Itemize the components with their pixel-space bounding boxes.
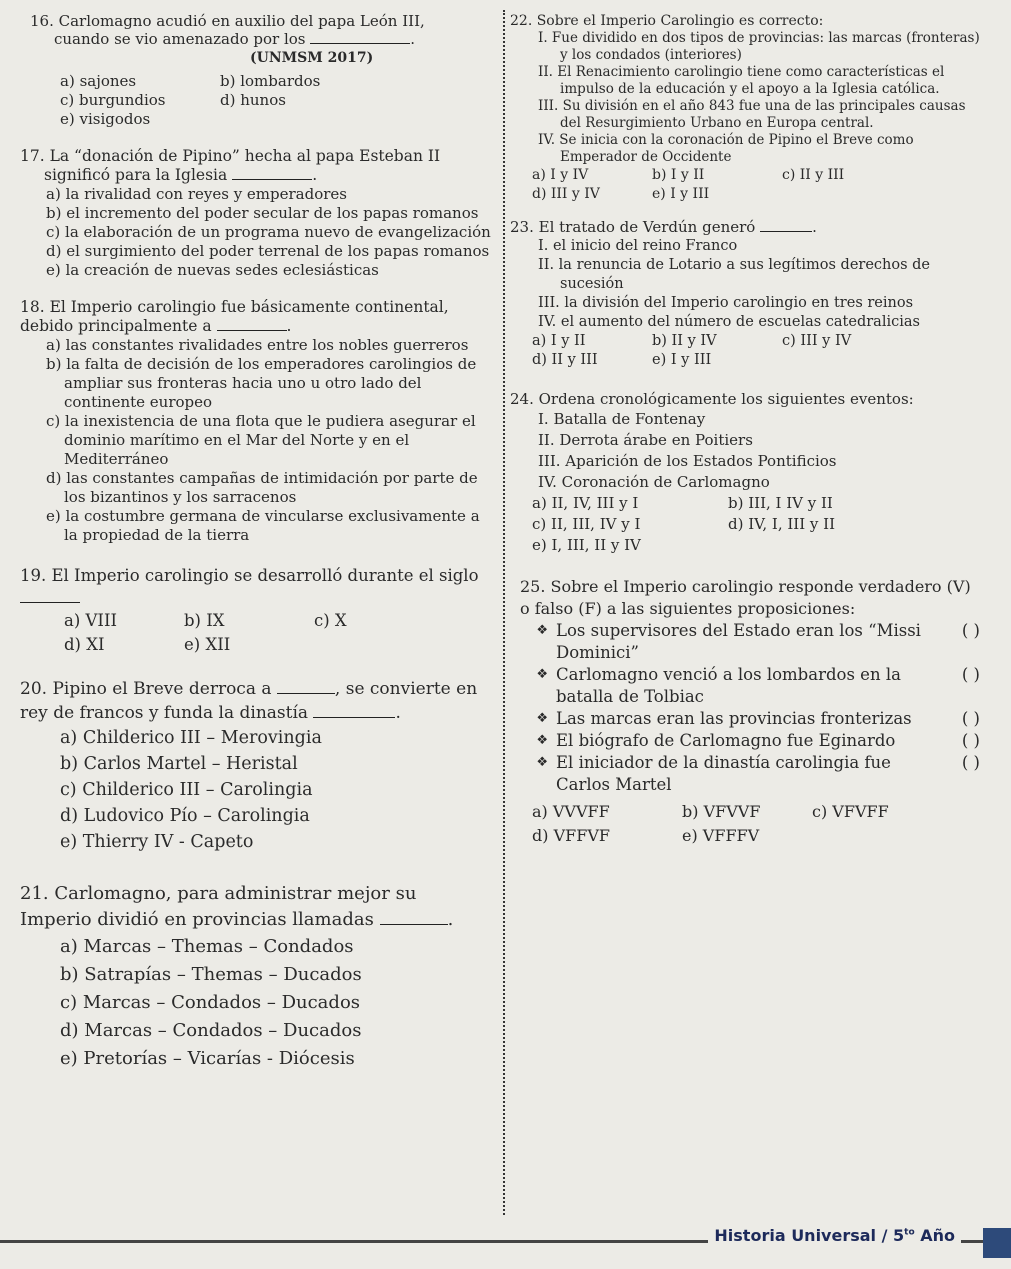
q17-options [20,185,492,280]
q16-stem-end: . [410,30,416,48]
q17-stem-b: significó para la Iglesia [44,166,228,184]
q23-statement-3: III. la división del Imperio carolingio en tres reinos [538,295,914,311]
question-22 [510,12,980,204]
q21-options [20,933,492,1073]
q20-option-a[interactable]: a) Childerico III – Merovingia [60,728,322,748]
q16-blank [310,43,410,44]
q22-statement-3: III. Su división en el año 843 fue una de las principales causas del Resurgimiento Urbano en Europa central. [538,98,966,131]
footer-label [708,1226,961,1245]
q20-blank-1 [277,693,335,694]
q22-stem: 22. Sobre el Imperio Carolingio es correcto: [510,13,824,29]
q25-item-2 [520,664,980,708]
q23-statements [510,237,980,332]
q16-stem-b: cuando se vio amenazado por los [54,30,306,48]
q18-blank [217,330,287,331]
q16-options [20,72,492,129]
q23-statement-4: IV. el aumento del número de escuelas catedralicias [538,314,920,330]
q21-blank [380,924,448,925]
q16-source: (UNMSM 2017) [250,50,374,66]
q22-option-e[interactable]: e) I y III [652,186,710,202]
q21-option-a[interactable]: a) Marcas – Themas – Condados [60,936,354,957]
q23-statement-1: I. el inicio del reino Franco [538,238,738,254]
q24-statement-2: II. Derrota árabe en Poitiers [538,431,753,449]
q17-option-a[interactable]: a) la rivalidad con reyes y emperadores [46,185,348,203]
question-23 [510,218,980,370]
q16-option-e[interactable]: e) visigodos [60,110,151,128]
diamond-bullet-icon: ❖ [536,623,548,638]
q25-option-b[interactable]: b) VFVVF [682,802,761,821]
footer-subject: Historia Universal / 5 [714,1226,905,1245]
q22-statements [510,30,980,166]
q18-stem-end: . [286,317,292,335]
question-25 [510,576,980,848]
q23-options [510,332,980,370]
q25-item-text: Carlomagno venció a los lombardos en la batalla de Tolbiac [556,665,901,706]
q18-option-e[interactable]: e) la costumbre germana de vincularse exclusivamente a la propiedad de la tierra [46,507,480,544]
q25-item-4 [520,730,980,752]
q20-stem-end: . [395,703,401,723]
column-divider [503,10,505,1215]
answer-blank[interactable]: ( ) [961,621,980,640]
q24-statement-1: I. Batalla de Fontenay [538,410,706,428]
answer-blank[interactable]: ( ) [961,753,980,772]
q25-item-3 [520,708,980,730]
question-16 [20,12,492,129]
q22-statement-1: I. Fue dividido en dos tipos de provincias: las marcas (fronteras) y los condados (interiores) [538,30,980,63]
q17-option-e[interactable]: e) la creación de nuevas sedes eclesiásticas [46,261,379,279]
q25-item-text: El biógrafo de Carlomagno fue Eginardo [556,731,896,750]
q23-option-b[interactable]: b) II y IV [652,333,717,349]
q24-option-e[interactable]: e) I, III, II y IV [532,536,641,554]
q18-options [20,336,492,545]
q20-stem-a: 20. Pipino el Breve derroca a [20,679,272,699]
q24-options [510,493,980,556]
q21-stem-a: 21. Carlomagno, para administrar mejor su Imperio dividió en provincias llamadas [20,883,417,930]
q16-option-b[interactable]: b) lombardos [220,72,321,90]
q22-option-d[interactable]: d) III y IV [532,186,600,202]
q22-statement-4: IV. Se inicia con la coronación de Pipino el Breve como Emperador de Occidente [538,132,914,165]
q20-option-e[interactable]: e) Thierry IV - Capeto [60,832,254,852]
q16-option-c[interactable]: c) burgundios [60,91,166,109]
q20-option-d[interactable]: d) Ludovico Pío – Carolingia [60,806,310,826]
q25-options [510,800,980,848]
q19-options [20,609,492,657]
q17-option-d[interactable]: d) el surgimiento del poder terrenal de los papas romanos [46,242,490,260]
q23-option-d[interactable]: d) II y III [532,352,598,368]
q22-statement-2: II. El Renacimiento carolingio tiene como características el impulso de la educación y el apoyo a la Iglesia católica. [538,64,945,97]
answer-blank[interactable]: ( ) [961,665,980,684]
diamond-bullet-icon: ❖ [536,667,548,682]
q19-option-e[interactable]: e) XII [184,635,231,654]
q25-items [510,620,980,796]
q18-stem-a: 18. El Imperio carolingio fue básicamente continental, debido principalmente a [20,298,449,335]
q17-stem-a: 17. La “donación de Pipino” hecha al papa Esteban II [20,147,441,165]
q23-blank [760,231,812,232]
q23-stem-end: . [812,218,817,236]
q19-option-a[interactable]: a) VIII [64,611,117,630]
q25-item-1 [520,620,980,664]
q16-stem-a: 16. Carlomagno acudió en auxilio del papa León III, [30,12,425,30]
q25-item-text: Las marcas eran las provincias fronterizas [556,709,912,728]
q19-option-b[interactable]: b) IX [184,611,225,630]
q23-option-e[interactable]: e) I y III [652,352,712,368]
q25-item-text: Los supervisores del Estado eran los “Missi Dominici” [556,621,921,662]
q21-option-c[interactable]: c) Marcas – Condados – Ducados [60,992,361,1013]
q17-option-c[interactable]: c) la elaboración de un programa nuevo de evangelización [46,223,491,241]
q24-statement-3: III. Aparición de los Estados Pontificios [538,452,837,470]
q21-option-d[interactable]: d) Marcas – Condados – Ducados [60,1020,362,1041]
q20-stem-b: , se convierte en rey de francos y funda la dinastía [20,679,478,723]
q24-stem: 24. Ordena cronológicamente los siguientes eventos: [510,390,914,408]
q22-option-b[interactable]: b) I y II [652,167,705,183]
q23-option-c[interactable]: c) III y IV [782,333,852,349]
q20-option-c[interactable]: c) Childerico III – Carolingia [60,780,313,800]
diamond-bullet-icon: ❖ [536,711,548,726]
q18-option-d[interactable]: d) las constantes campañas de intimidación por parte de los bizantinos y los sarracenos [46,469,478,506]
q25-stem: 25. Sobre el Imperio carolingio responde verdadero (V) o falso (F) a las siguientes proposiciones: [520,577,971,618]
answer-blank[interactable]: ( ) [961,709,980,728]
q23-stem-a: 23. El tratado de Verdún generó [510,218,756,236]
answer-blank[interactable]: ( ) [961,731,980,750]
q25-option-c[interactable]: c) VFVFF [812,802,889,821]
q20-options [20,725,492,855]
q22-option-c[interactable]: c) II y III [782,167,845,183]
question-19 [20,565,492,657]
q23-statement-2: II. la renuncia de Lotario a sus legítimos derechos de sucesión [538,257,931,292]
q18-option-c[interactable]: c) la inexistencia de una flota que le pudiera asegurar el dominio marítimo en el Mar del Norte y en el Mediterráneo [46,412,476,468]
corner-tab [983,1228,1011,1258]
q21-option-e[interactable]: e) Pretorías – Vicarías - Diócesis [60,1048,355,1069]
q24-option-b[interactable]: b) III, I IV y II [728,494,833,512]
question-24 [510,390,980,556]
q25-item-5 [520,752,980,796]
question-17 [20,147,492,280]
q20-blank-2 [313,717,395,718]
q16-option-a[interactable]: a) sajones [60,72,137,90]
question-21 [20,881,492,1073]
q17-blank [232,179,312,180]
q25-item-text: El iniciador de la dinastía carolingia fue Carlos Martel [556,753,891,794]
diamond-bullet-icon: ❖ [536,755,548,770]
q18-option-b[interactable]: b) la falta de decisión de los emperadores carolingios de ampliar sus fronteras hacia uno u otro lado del continente europeo [46,355,477,411]
q19-option-d[interactable]: d) XI [64,635,105,654]
q19-option-c[interactable]: c) X [314,611,347,630]
q16-option-d[interactable]: d) hunos [220,91,286,109]
diamond-bullet-icon: ❖ [536,733,548,748]
question-18 [20,298,492,545]
q25-option-e[interactable]: e) VFFFV [682,826,760,845]
q24-statements [510,409,980,493]
q18-option-a[interactable]: a) las constantes rivalidades entre los nobles guerreros [46,336,469,354]
q19-blank [20,602,80,603]
q22-option-a[interactable]: a) I y IV [532,167,589,183]
q22-options [510,166,980,204]
q25-option-d[interactable]: d) VFFVF [532,826,610,845]
q21-option-b[interactable]: b) Satrapías – Themas – Ducados [60,964,362,985]
q24-option-a[interactable]: a) II, IV, III y I [532,494,639,512]
q17-option-b[interactable]: b) el incremento del poder secular de los papas romanos [46,204,479,222]
q24-option-c[interactable]: c) II, III, IV y I [532,515,641,533]
q24-statement-4: IV. Coronación de Carlomagno [538,473,770,491]
footer-sup: to [904,1227,915,1238]
q17-stem-end: . [312,166,318,184]
right-column [510,12,980,862]
left-column [20,12,492,1087]
q20-option-b[interactable]: b) Carlos Martel – Heristal [60,754,298,774]
q25-option-a[interactable]: a) VVVFF [532,802,610,821]
question-20 [20,677,492,855]
q23-option-a[interactable]: a) I y II [532,333,586,349]
q24-option-d[interactable]: d) IV, I, III y II [728,515,835,533]
q19-stem-a: 19. El Imperio carolingio se desarrolló durante el siglo [20,566,479,585]
q21-stem-end: . [447,909,454,930]
footer-tail: Año [914,1226,955,1245]
